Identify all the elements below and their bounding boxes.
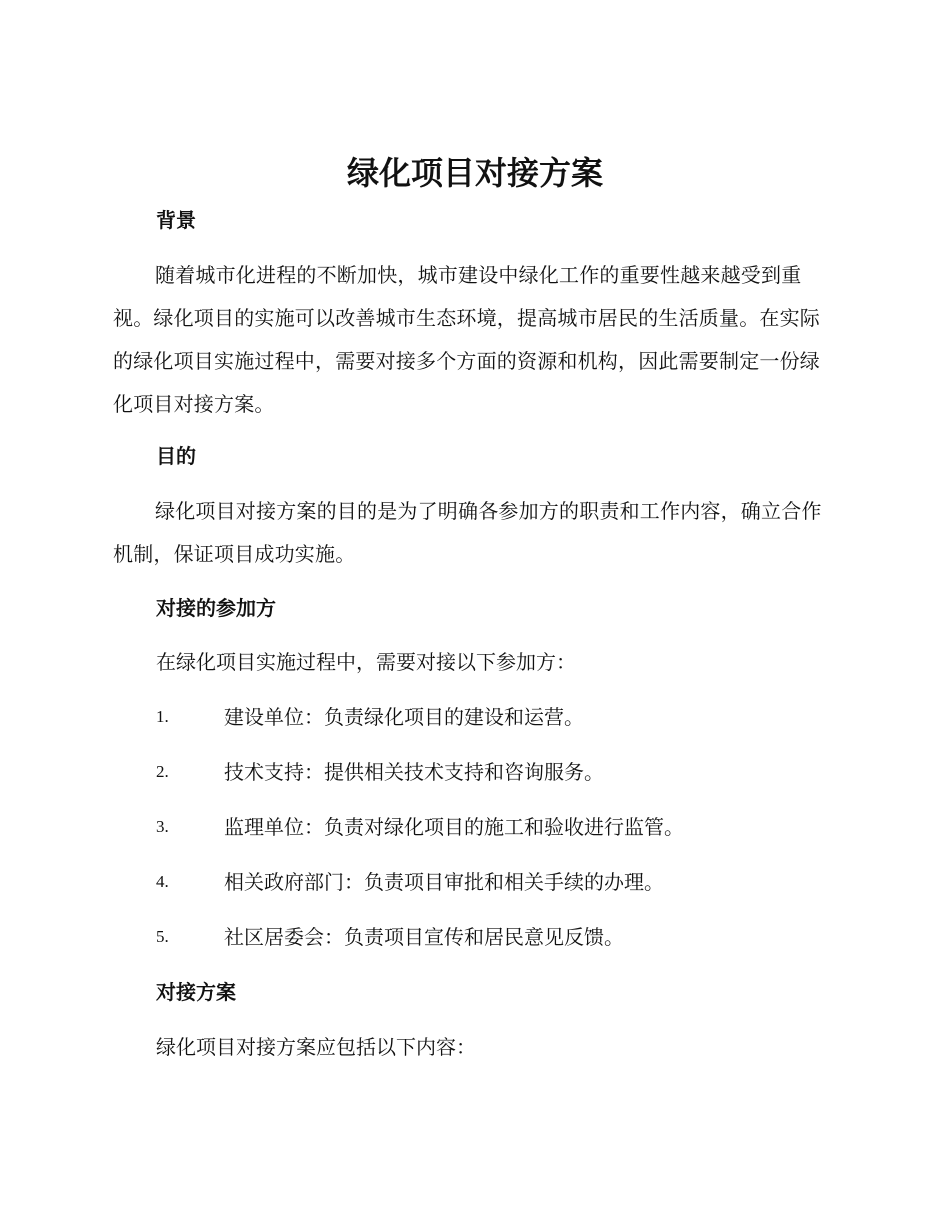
list-item-text: 技术支持：提供相关技术支持和咨询服务。	[224, 760, 604, 784]
participants-intro: 在绿化项目实施过程中，需要对接以下参加方：	[156, 650, 576, 674]
purpose-paragraph: 绿化项目对接方案的目的是为了明确各参加方的职责和工作内容，确立合作机制，保证项目成功实施。	[113, 499, 822, 566]
section-heading-purpose: 目的	[156, 444, 196, 468]
section-heading-participants: 对接的参加方	[156, 596, 276, 620]
list-item-text: 建设单位：负责绿化项目的建设和运营。	[224, 705, 584, 729]
background-paragraph: 随着城市化进程的不断加快，城市建设中绿化工作的重要性越来越受到重视。绿化项目的实施可以改善城市生态环境，提高城市居民的生活质量。在实际的绿化项目实施过程中，需要对接多个方面的资源和机构，因此需要制定一份绿化项目对接方案。	[113, 263, 820, 416]
list-item-number: 4.	[156, 872, 169, 891]
list-item-text: 相关政府部门：负责项目审批和相关手续的办理。	[224, 870, 664, 894]
section-heading-background: 背景	[156, 208, 196, 232]
list-item-number: 3.	[156, 817, 169, 836]
list-item-text: 监理单位：负责对绿化项目的施工和验收进行监管。	[224, 815, 684, 839]
list-item-number: 1.	[156, 707, 169, 726]
section-heading-plan: 对接方案	[156, 980, 236, 1004]
plan-intro: 绿化项目对接方案应包括以下内容：	[156, 1035, 476, 1059]
list-item-text: 社区居委会：负责项目宣传和居民意见反馈。	[224, 925, 624, 949]
document-title: 绿化项目对接方案	[346, 154, 603, 192]
list-item-number: 5.	[156, 927, 169, 946]
list-item-number: 2.	[156, 762, 169, 781]
